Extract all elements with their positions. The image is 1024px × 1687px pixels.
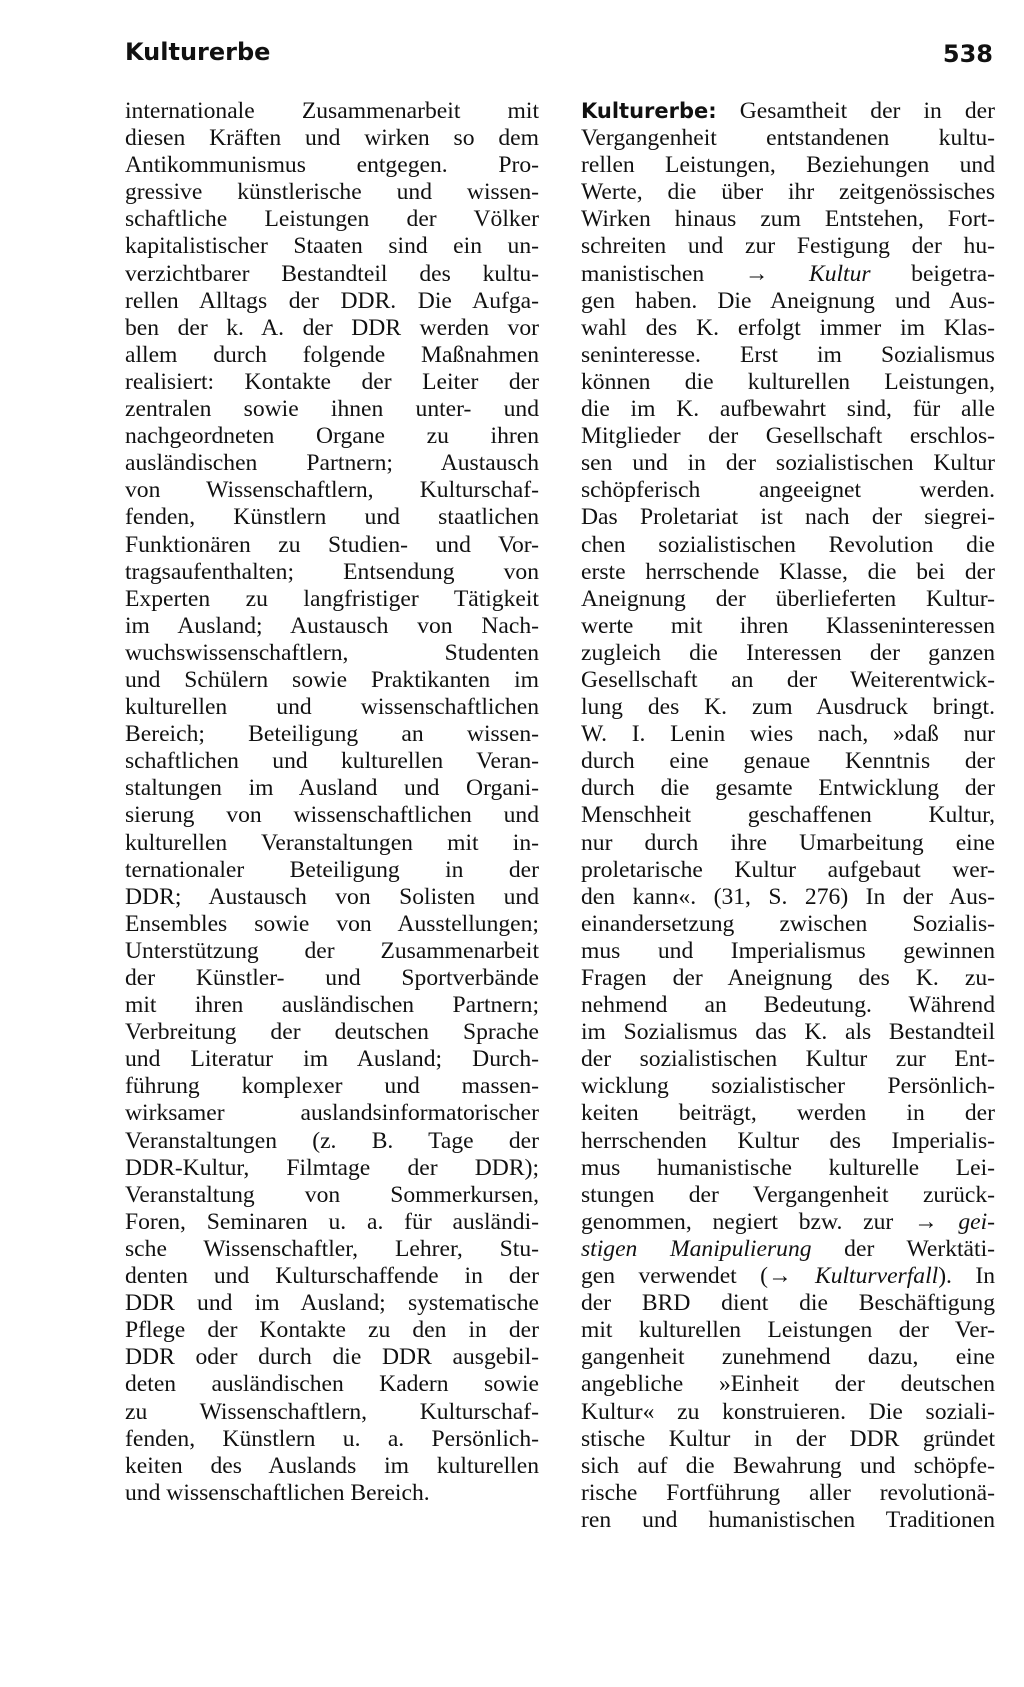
text-line: der Künstler- und Sportverbände xyxy=(125,965,539,991)
text-line: wicklung sozialistischer Persönlich- xyxy=(581,1073,995,1100)
text-line: sen und in der sozialistischen Kultur xyxy=(581,450,995,477)
text-line: keiten beiträgt, werden in der xyxy=(581,1100,995,1127)
text-line: erste herrschende Klasse, die bei der xyxy=(581,558,995,585)
text-line: gen haben. Die Aneignung und Aus- xyxy=(581,287,995,314)
text-line: fenden, Künstlern und staatlichen xyxy=(125,504,539,531)
line-text: ). In xyxy=(938,1263,995,1290)
text-line: DDR; Austausch von Solisten und xyxy=(125,883,539,910)
text-line: Bereich; Beteiligung an wissen- xyxy=(125,721,539,748)
text-line: DDR und im Ausland; systematische xyxy=(125,1290,539,1317)
text-line: zentralen sowie ihnen unter- und xyxy=(125,396,539,423)
text-line: schaftlichen und kulturellen Veran- xyxy=(125,748,539,775)
text-line: können die kulturellen Leistungen, xyxy=(581,368,995,395)
page-header xyxy=(125,38,993,78)
text-line: Vergangenheit entstandenen kultu- xyxy=(581,125,995,152)
line-text: genommen, negiert bzw. zur → xyxy=(581,1208,959,1235)
text-line: sich auf die Bewahrung und schöpfe- xyxy=(581,1452,995,1479)
text-line: mit ihren ausländischen Partnern; xyxy=(125,992,539,1019)
text-line: chen sozialistischen Revolution die xyxy=(581,531,995,558)
text-line: Ensembles sowie von Ausstellungen; xyxy=(125,910,539,937)
text-line: einandersetzung zwischen Sozialis- xyxy=(581,910,995,937)
text-line: Veranstaltungen (z. B. Tage der xyxy=(125,1127,539,1154)
text-line: und wissenschaftlichen Bereich. xyxy=(125,1479,430,1506)
text-line: gangenheit zunehmend dazu, eine xyxy=(581,1344,995,1371)
text-line: kulturellen und wissenschaftlichen xyxy=(125,694,539,721)
text-line: von Wissenschaftlern, Kulturschaf- xyxy=(125,477,539,504)
text-line: staltungen im Ausland und Organi- xyxy=(125,775,539,802)
text-line: verzichtbarer Bestandteil des kultu- xyxy=(125,260,539,287)
text-line: ren und humanistischen Traditionen xyxy=(581,1506,995,1533)
text-line: Das Proletariat ist nach der siegrei- xyxy=(581,504,995,531)
text-line: ternationaler Beteiligung in der xyxy=(125,856,539,883)
text-line: kulturellen Veranstaltungen mit in- xyxy=(125,829,539,856)
text-line: stungen der Vergangenheit zurück- xyxy=(581,1181,995,1208)
left-column xyxy=(125,98,539,1507)
text-line: diesen Kräften und wirken so dem xyxy=(125,125,539,152)
text-line: und Literatur im Ausland; Durch- xyxy=(125,1046,539,1073)
text-line: durch eine genaue Kenntnis der xyxy=(581,748,995,775)
text-line: realisiert: Kontakte der Leiter der xyxy=(125,368,539,395)
text-line: deten ausländischen Kadern sowie xyxy=(125,1371,539,1398)
text-line: Wirken hinaus zum Entstehen, Fort- xyxy=(581,206,995,233)
text-line: denten und Kulturschaffende in der xyxy=(125,1263,539,1290)
text-line: nachgeordneten Organe zu ihren xyxy=(125,423,539,450)
text-line: die im K. aufbewahrt sind, für alle xyxy=(581,396,995,423)
text-line: Menschheit geschaffenen Kultur, xyxy=(581,802,995,829)
text-line: ben der k. A. der DDR werden vor xyxy=(125,314,539,341)
text-line: der sozialistischen Kultur zur Ent- xyxy=(581,1046,995,1073)
text-line: Werte, die über ihr zeitgenössisches xyxy=(581,179,995,206)
text-line: wuchswissenschaftlern, Studenten xyxy=(125,639,539,666)
cross-reference: Kultur xyxy=(808,260,871,287)
text-line: werte mit ihren Klasseninteressen xyxy=(581,612,995,639)
text-line: sierung von wissenschaftlichen und xyxy=(125,802,539,829)
text-line: allem durch folgende Maßnahmen xyxy=(125,341,539,368)
text-line xyxy=(581,98,995,125)
page-number: 538 xyxy=(942,40,993,68)
text-line: nur durch ihre Umarbeitung eine xyxy=(581,829,995,856)
line-text: beigetra- xyxy=(870,260,995,287)
text-line: Funktionären zu Studien- und Vor- xyxy=(125,531,539,558)
cross-reference: gei- xyxy=(958,1208,995,1235)
text-line: Verbreitung der deutschen Sprache xyxy=(125,1019,539,1046)
text-line: Pflege der Kontakte zu den in der xyxy=(125,1317,539,1344)
text-line: und Schülern sowie Praktikanten im xyxy=(125,666,539,693)
paragraph-block xyxy=(581,125,995,260)
text-line: lung des K. zum Ausdruck bringt. xyxy=(581,694,995,721)
text-line: schöpferisch angeeignet werden. xyxy=(581,477,995,504)
line-text: manistischen → xyxy=(581,260,809,287)
text-line: Aneignung der überlieferten Kultur- xyxy=(581,585,995,612)
line-text: der Werktäti- xyxy=(811,1235,995,1262)
cross-reference: Kulturverfall xyxy=(814,1263,939,1290)
text-line: Fragen der Aneignung des K. zu- xyxy=(581,965,995,991)
text-line: rellen Leistungen, Beziehungen und xyxy=(581,152,995,179)
text-line: ausländischen Partnern; Austausch xyxy=(125,450,539,477)
right-column xyxy=(581,98,995,1534)
text-line xyxy=(581,1209,995,1236)
text-line: nehmend an Bedeutung. Während xyxy=(581,992,995,1019)
text-line: sche Wissenschaftler, Lehrer, Stu- xyxy=(125,1235,539,1262)
text-line: Kultur« zu konstruieren. Die soziali- xyxy=(581,1398,995,1425)
text-line: wahl des K. erfolgt immer im Klas- xyxy=(581,314,995,341)
entry-term: Kulturerbe: xyxy=(581,99,717,123)
text-line: der BRD dient die Beschäftigung xyxy=(581,1290,995,1317)
text-line: zu Wissenschaftlern, Kulturschaf- xyxy=(125,1398,539,1425)
text-line: mit kulturellen Leistungen der Ver- xyxy=(581,1317,995,1344)
text-line: Mitglieder der Gesellschaft erschlos- xyxy=(581,423,995,450)
running-head: Kulturerbe xyxy=(125,38,271,66)
text-line: zugleich die Interessen der ganzen xyxy=(581,639,995,666)
text-line: Foren, Seminaren u. a. für ausländi- xyxy=(125,1208,539,1235)
text-line: kapitalistischer Staaten sind ein un- xyxy=(125,233,539,260)
text-line: herrschenden Kultur des Imperialis- xyxy=(581,1127,995,1154)
line-text: Gesamtheit der in der xyxy=(739,98,995,124)
text-line: Experten zu langfristiger Tätigkeit xyxy=(125,585,539,612)
paragraph-block xyxy=(581,288,995,1209)
text-line: proletarische Kultur aufgebaut wer- xyxy=(581,856,995,883)
text-line: mus humanistische kulturelle Lei- xyxy=(581,1154,995,1181)
text-line: W. I. Lenin wies nach, »daß nur xyxy=(581,721,995,748)
text-line: gressive künstlerische und wissen- xyxy=(125,179,539,206)
text-line xyxy=(581,1263,995,1290)
text-line: mus und Imperialismus gewinnen xyxy=(581,937,995,964)
text-line: führung komplexer und massen- xyxy=(125,1073,539,1100)
cross-reference: stigen Manipulierung xyxy=(581,1235,812,1262)
text-line: fenden, Künstlern u. a. Persönlich- xyxy=(125,1425,539,1452)
text-line: schreiten und zur Festigung der hu- xyxy=(581,233,995,260)
text-line: durch die gesamte Entwicklung der xyxy=(581,775,995,802)
text-line xyxy=(581,1236,995,1263)
paragraph-block xyxy=(581,1290,995,1534)
text-line: Antikommunismus entgegen. Pro- xyxy=(125,152,539,179)
text-line: rellen Alltags der DDR. Die Aufga- xyxy=(125,287,539,314)
text-line: keiten des Auslands im kulturellen xyxy=(125,1452,539,1479)
text-line: Veranstaltung von Sommerkursen, xyxy=(125,1181,539,1208)
text-line: rische Fortführung aller revolutionä- xyxy=(581,1479,995,1506)
text-line: den kann«. (31, S. 276) In der Aus- xyxy=(581,883,995,910)
line-text: gen verwendet (→ xyxy=(581,1263,815,1290)
text-line: wirksamer auslandsinformatorischer xyxy=(125,1100,539,1127)
text-line: internationale Zusammenarbeit mit xyxy=(125,98,539,124)
text-line: im Ausland; Austausch von Nach- xyxy=(125,612,539,639)
text-line: DDR oder durch die DDR ausgebil- xyxy=(125,1344,539,1371)
text-line: Unterstützung der Zusammenarbeit xyxy=(125,937,539,964)
text-line: schaftliche Leistungen der Völker xyxy=(125,206,539,233)
text-line: im Sozialismus das K. als Bestandteil xyxy=(581,1019,995,1046)
text-line: tragsaufenthalten; Entsendung von xyxy=(125,558,539,585)
text-line: stische Kultur in der DDR gründet xyxy=(581,1425,995,1452)
text-line: Gesellschaft an der Weiterentwick- xyxy=(581,666,995,693)
text-line: DDR-Kultur, Filmtage der DDR); xyxy=(125,1154,539,1181)
text-line xyxy=(581,261,995,288)
text-line: seninteresse. Erst im Sozialismus xyxy=(581,341,995,368)
text-line: angebliche »Einheit der deutschen xyxy=(581,1371,995,1398)
